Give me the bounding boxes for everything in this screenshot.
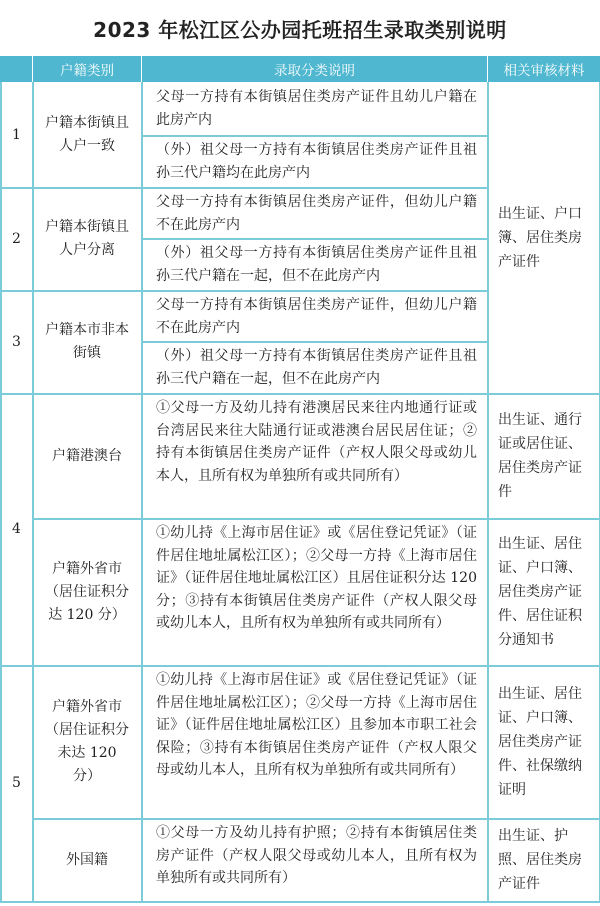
explanation-cell: （外）祖父母一方持有本街镇居住类房产证件且祖孙三代户籍在一起，但不在此房产内 — [156, 348, 477, 387]
explanation-cell: 父母一方持有本街镇居住类房产证件，但幼儿户籍不在此房产内 — [156, 297, 477, 336]
admission-table — [0, 56, 600, 902]
header-category: 户籍类别 — [33, 56, 141, 82]
explanation-cell: （外）祖父母一方持有本街镇居住类房产证件且祖孙三代户籍均在此房产内 — [156, 142, 477, 181]
row-number: 2 — [12, 230, 21, 247]
category-cell: 户籍港澳台 — [52, 447, 122, 464]
explanation-cell: （外）祖父母一方持有本街镇居住类房产证件且祖孙三代户籍在一起，但不在此房产内 — [156, 245, 477, 284]
explanation-cell: ①幼儿持《上海市居住证》或《居住登记凭证》（证件居住地址属松江区）；②父母一方持《上海市居住证》（证件居住地址属松江区）且居住证积分达 120 分；③持有本街镇居住类房产证件（产权人限父母或幼儿本人，且所有权为单独所有或共同所有） — [156, 525, 477, 631]
materials-cell: 出生证、护照、居住类房产证件 — [498, 828, 582, 892]
explanation-cell: 父母一方持有本街镇居住类房产证件，但幼儿户籍不在此房产内 — [156, 194, 477, 233]
category-cell: 户籍外省市（居住证积分未达 120 分） — [45, 699, 129, 784]
category-cell: 户籍外省市（居住证积分达 120 分） — [45, 560, 129, 623]
explanation-cell: ①父母一方及幼儿持有港澳居民来往内地通行证或台湾居民来往大陆通行证或港澳台居民居住证；②持有本街镇居住类房产证件（产权人限父母或幼儿本人，且所有权为单独所有或共同所有） — [156, 400, 477, 484]
header-number — [0, 56, 32, 82]
row-number: 1 — [12, 126, 21, 143]
category-cell: 户籍本街镇且人户分离 — [45, 219, 129, 258]
category-cell: 户籍本市非本街镇 — [45, 322, 129, 361]
materials-cell: 出生证、通行证或居住证、居住类房产证件 — [498, 412, 582, 500]
row-number: 5 — [12, 775, 21, 792]
row-number: 3 — [12, 333, 21, 350]
row-number: 4 — [12, 521, 21, 538]
materials-cell: 出生证、户口簿、居住类房产证件 — [498, 206, 582, 270]
header-explanation: 录取分类说明 — [142, 56, 487, 82]
page-title: 2023 年松江区公办园托班招生录取类别说明 — [93, 18, 507, 42]
explanation-cell: ①父母一方及幼儿持有护照；②持有本街镇居住类房产证件（产权人限父母或幼儿本人，且所有权为单独所有或共同所有） — [156, 825, 477, 886]
category-cell: 外国籍 — [66, 851, 108, 868]
materials-cell: 出生证、居住证、户口簿、居住类房产证件、社保缴纳证明 — [498, 686, 582, 798]
header-materials: 相关审核材料 — [488, 56, 600, 82]
category-cell: 户籍本街镇且人户一致 — [45, 115, 129, 154]
explanation-cell: ①幼儿持《上海市居住证》或《居住登记凭证》（证件居住地址属松江区）；②父母一方持《上海市居住证》（证件居住地址属松江区）且参加本市职工社会保险；③持有本街镇居住类房产证件（产权人限父母或幼儿本人，且所有权为单独所有或共同所有） — [156, 672, 477, 778]
explanation-cell: 父母一方持有本街镇居住类房产证件且幼儿户籍在此房产内 — [156, 89, 477, 128]
materials-cell: 出生证、居住证、户口簿、居住类房产证件、居住证积分通知书 — [498, 536, 582, 648]
